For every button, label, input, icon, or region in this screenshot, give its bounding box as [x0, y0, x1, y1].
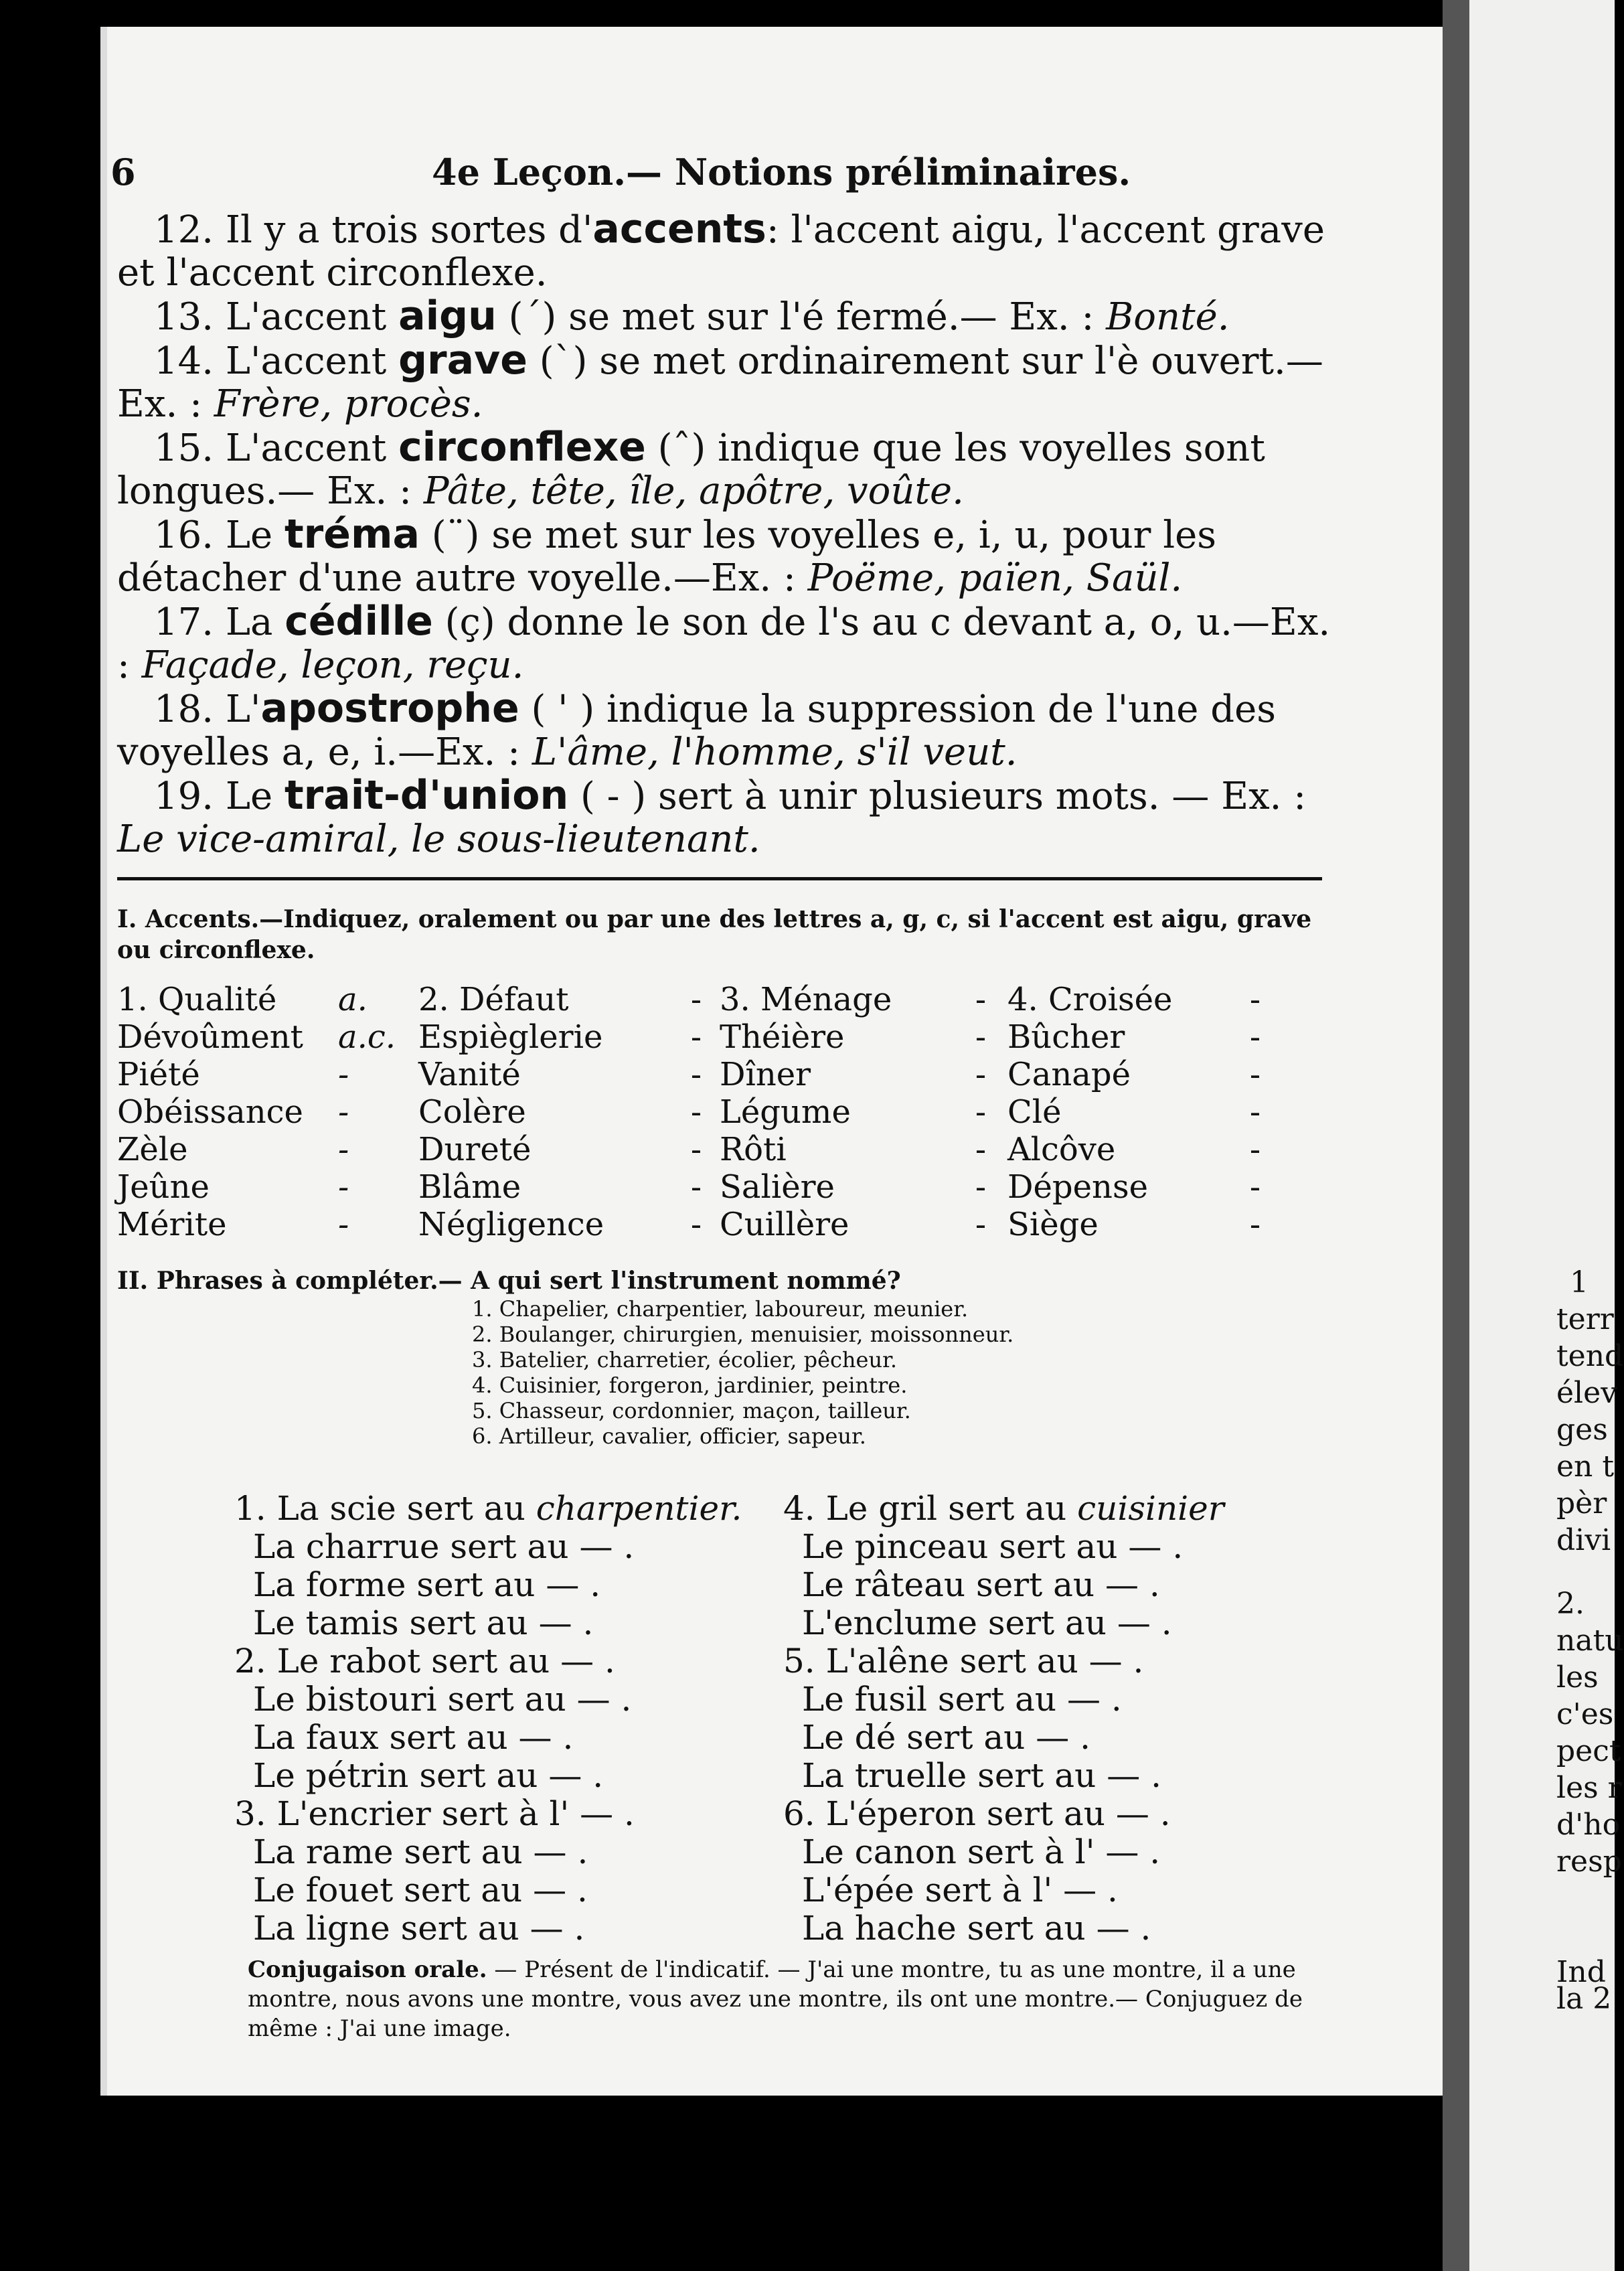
answer-cell: - — [1249, 1056, 1261, 1093]
answer-cell: - — [1249, 1131, 1261, 1168]
rule-text: L' — [214, 688, 261, 731]
sentence-text: L'épée sert à l' — . — [802, 1871, 1118, 1909]
sentence-line — [253, 1871, 742, 1909]
sentence-line — [802, 1566, 1224, 1604]
grid-row — [117, 1018, 1335, 1056]
sentence-text: Le dé sert au — . — [802, 1718, 1091, 1757]
grid-row — [117, 981, 1335, 1018]
answer-cell: - — [975, 981, 987, 1018]
conjugaison-text: — Présent de l'indicatif. — J'ai une montre, tu as une montre, il a une montre, nous avons une montre, vous avez une montre, ils ont une montre.— Conjuguez de même : J'ai une image. — [248, 1956, 1303, 2042]
rule-text: ( - ) sert à unir plusieurs mots. — Ex. : — [568, 775, 1307, 818]
word-cell: 1. Qualité — [117, 981, 277, 1018]
option-line: 2. Boulanger, chirurgien, menuisier, moissonneur. — [472, 1322, 1014, 1347]
rule-example: Le vice-amiral, le sous-lieutenant. — [117, 817, 760, 861]
scan-border — [100, 2096, 1443, 2271]
answer-cell: - — [690, 1056, 702, 1093]
conjugaison-note — [248, 1955, 1346, 2043]
answer-cell: - — [975, 1206, 987, 1243]
exercise-2 — [117, 1265, 1013, 1449]
next-page-fragment: en t — [1556, 1450, 1615, 1484]
sentence-line — [802, 1833, 1224, 1871]
rule-number: 12. — [154, 208, 214, 252]
exercise-2-heading: II. Phrases à compléter.— A qui sert l'instrument nommé? — [117, 1267, 901, 1295]
answer-cell: - — [975, 1131, 987, 1168]
rule-text: Le — [214, 775, 285, 818]
word-cell: Espièglerie — [418, 1018, 603, 1056]
sentence-line — [253, 1528, 742, 1566]
word-cell: Obéissance — [117, 1093, 303, 1131]
option-line: 4. Cuisinier, forgeron, jardinier, peintre. — [472, 1373, 908, 1398]
sentence-text: 1. La scie sert au — [234, 1489, 536, 1528]
rule-number: 17. — [154, 601, 214, 644]
page-number: 6 — [110, 151, 136, 193]
answer-cell: - — [690, 1093, 702, 1131]
word-cell: Légume — [720, 1093, 851, 1131]
sentence-line — [802, 1757, 1224, 1795]
next-page-fragment: ges — [1556, 1413, 1608, 1447]
option-line: 3. Batelier, charretier, écolier, pêcheur. — [472, 1347, 898, 1373]
word-cell: Clé — [1007, 1093, 1062, 1131]
rule-example: Bonté. — [1106, 295, 1230, 339]
next-page-fragment: c'es — [1556, 1697, 1614, 1731]
word-cell: Dîner — [720, 1056, 811, 1093]
word-cell: Vanité — [418, 1056, 521, 1093]
sentence-line — [802, 1604, 1224, 1642]
sentence-line — [234, 1642, 742, 1680]
sentence-line — [802, 1719, 1224, 1757]
answer-cell: - — [975, 1168, 987, 1206]
sentence-line — [253, 1719, 742, 1757]
answer-cell: - — [1249, 1093, 1261, 1131]
sentence-text: Le pétrin sert au — . — [253, 1756, 604, 1795]
next-page-fragment: terr — [1556, 1302, 1614, 1336]
rule-paragraph — [117, 208, 1342, 295]
next-page-fragment: pect — [1556, 1734, 1621, 1768]
next-page-fragment: les r — [1556, 1771, 1622, 1805]
rule-text: (¨) se met sur les voyelles e, i, u, pour les détacher d'une autre voyelle.—Ex. : — [117, 514, 1217, 600]
rule-paragraph — [117, 295, 1342, 339]
rule-number: 14. — [154, 339, 214, 383]
answer-cell: - — [338, 1131, 349, 1168]
sentence-line — [234, 1795, 742, 1833]
rule-paragraph — [117, 339, 1342, 426]
rule-text: ( ' ) indique la suppression de l'une des voyelles a, e, i.—Ex. : — [117, 688, 1276, 774]
next-page-fragment: natu — [1556, 1624, 1624, 1658]
word-cell: Rôti — [720, 1131, 787, 1168]
sentence-text: La faux sert au — . — [253, 1718, 574, 1757]
rule-text: (`) se met ordinairement sur l'è ouvert.—Ex. : — [117, 339, 1323, 426]
answer-cell: - — [1249, 1018, 1261, 1056]
conjugaison-label: Conjugaison orale. — [248, 1956, 487, 1983]
rule-text: La — [214, 601, 285, 644]
next-page-edge — [1469, 0, 1624, 2271]
answer-cell: a.c. — [338, 1018, 396, 1056]
sentence-line — [234, 1490, 742, 1528]
rule-number: 16. — [154, 514, 214, 557]
rule-example: L'âme, l'homme, s'il veut. — [532, 730, 1018, 774]
answer-cell: - — [1249, 1168, 1261, 1206]
rule-number: 13. — [154, 295, 214, 339]
rule-number: 18. — [154, 688, 214, 731]
rule-paragraph — [117, 774, 1342, 861]
word-cell: Piété — [117, 1056, 200, 1093]
answer-cell: - — [975, 1056, 987, 1093]
rule-paragraph — [117, 687, 1342, 774]
rule-keyword: aigu — [398, 293, 497, 339]
next-page-fragment: pèr — [1556, 1486, 1607, 1520]
answer-cell: - — [338, 1168, 349, 1206]
word-cell: Blâme — [418, 1168, 521, 1206]
rule-number: 19. — [154, 775, 214, 818]
word-cell: 3. Ménage — [720, 981, 892, 1018]
word-cell: Théière — [720, 1018, 845, 1056]
word-cell: Bûcher — [1007, 1018, 1125, 1056]
word-cell: Siège — [1007, 1206, 1099, 1243]
sentence-text: L'enclume sert au — . — [802, 1603, 1172, 1642]
page-title: 4e Leçon.— Notions préliminaires. — [432, 151, 1131, 193]
sentence-line — [253, 1566, 742, 1604]
answer-cell: - — [338, 1056, 349, 1093]
sentence-text: 3. L'encrier sert à l' — . — [234, 1794, 635, 1833]
next-page-fragment: la 2 — [1556, 1982, 1612, 2016]
option-line: 5. Chasseur, cordonnier, maçon, tailleur. — [472, 1398, 911, 1423]
rule-text: L'accent — [214, 339, 399, 383]
answer-cell: - — [690, 1131, 702, 1168]
next-page-fragment: 1 — [1570, 1265, 1589, 1300]
grid-row — [117, 1056, 1335, 1093]
sentence-text: Le fusil sert au — . — [802, 1680, 1122, 1719]
sentence-line — [783, 1795, 1224, 1833]
sentence-line — [802, 1528, 1224, 1566]
answer-cell: - — [690, 1018, 702, 1056]
rule-keyword: trait-d'union — [285, 772, 569, 819]
sentence-line — [802, 1909, 1224, 1948]
grid-row — [117, 1206, 1335, 1243]
answer-cell: - — [1249, 981, 1261, 1018]
grid-row — [117, 1168, 1335, 1206]
exercise-1-grid — [117, 981, 1335, 1243]
exercise-2-right-column — [783, 1490, 1224, 1948]
word-cell: Dépense — [1007, 1168, 1148, 1206]
word-cell: Canapé — [1007, 1056, 1131, 1093]
answer-cell: - — [975, 1018, 987, 1056]
rules-section — [117, 208, 1342, 861]
word-cell: Salière — [720, 1168, 835, 1206]
answer-cell: - — [690, 981, 702, 1018]
sentence-text: Le pinceau sert au — . — [802, 1527, 1184, 1566]
binding-gutter — [1443, 0, 1469, 2271]
rule-text: Le — [214, 514, 285, 557]
word-cell: Alcôve — [1007, 1131, 1116, 1168]
rule-example: Façade, leçon, reçu. — [141, 643, 524, 687]
sentence-text: Le bistouri sert au — . — [253, 1680, 632, 1719]
sentence-line — [802, 1680, 1224, 1719]
section-divider — [117, 877, 1322, 880]
word-cell: 2. Défaut — [418, 981, 569, 1018]
sentence-text: 5. L'alêne sert au — . — [783, 1642, 1144, 1680]
rule-paragraph — [117, 426, 1342, 513]
word-cell: Dureté — [418, 1131, 532, 1168]
sentence-text: La hache sert au — . — [802, 1909, 1151, 1948]
sentence-line — [253, 1909, 742, 1948]
sentence-text: Le canon sert à l' — . — [802, 1832, 1161, 1871]
word-cell: Zèle — [117, 1131, 188, 1168]
rule-paragraph — [117, 513, 1342, 600]
sentence-text: 6. L'éperon sert au — . — [783, 1794, 1171, 1833]
word-cell: Colère — [418, 1093, 526, 1131]
rule-number: 15. — [154, 426, 214, 470]
word-cell: 4. Croisée — [1007, 981, 1173, 1018]
rule-text: (ç) donne le son de l's au c devant a, o, u.—Ex. : — [117, 601, 1331, 687]
grid-row — [117, 1131, 1335, 1168]
sentence-text: Le râteau sert au — . — [802, 1565, 1160, 1604]
sentence-answer: cuisinier — [1077, 1489, 1224, 1528]
rule-keyword: grave — [398, 337, 527, 384]
grid-row — [117, 1093, 1335, 1131]
sentence-text: 4. Le gril sert au — [783, 1489, 1078, 1528]
rule-keyword: apostrophe — [260, 685, 519, 732]
answer-cell: - — [690, 1206, 702, 1243]
rule-keyword: tréma — [285, 511, 420, 558]
next-page-fragment: divi — [1556, 1523, 1611, 1557]
word-cell: Mérite — [117, 1206, 227, 1243]
answer-cell: a. — [338, 981, 368, 1018]
next-page-fragment: les — [1556, 1660, 1599, 1695]
sentence-answer: charpentier. — [536, 1489, 742, 1528]
answer-cell: - — [690, 1168, 702, 1206]
next-page-fragment: 2. — [1556, 1587, 1585, 1621]
sentence-text: La charrue sert au — . — [253, 1527, 635, 1566]
rule-text: L'accent — [214, 295, 399, 339]
answer-cell: - — [338, 1206, 349, 1243]
next-page-fragment: tend — [1556, 1339, 1624, 1373]
rule-example: Pâte, tête, île, apôtre, voûte. — [423, 469, 964, 513]
exercise-2-options — [472, 1296, 1013, 1449]
sentence-line — [783, 1642, 1224, 1680]
sentence-text: La truelle sert au — . — [802, 1756, 1161, 1795]
option-line: 1. Chapelier, charpentier, laboureur, meunier. — [472, 1296, 969, 1322]
next-page-fragment: élev — [1556, 1376, 1618, 1410]
word-cell: Négligence — [418, 1206, 604, 1243]
answer-cell: - — [975, 1093, 987, 1131]
word-cell: Dévoûment — [117, 1018, 303, 1056]
rule-text: (ˆ) indique que les voyelles sont longues.— Ex. : — [117, 426, 1265, 513]
rule-keyword: circonflexe — [398, 424, 646, 471]
rule-text: L'accent — [214, 426, 399, 470]
answer-cell: - — [1249, 1206, 1261, 1243]
rule-keyword: cédille — [285, 598, 433, 645]
sentence-line — [783, 1490, 1224, 1528]
sentence-line — [253, 1833, 742, 1871]
sentence-text: 2. Le rabot sert au — . — [234, 1642, 615, 1680]
sentence-text: La forme sert au — . — [253, 1565, 601, 1604]
word-cell: Cuillère — [720, 1206, 849, 1243]
next-page-fragment: d'ho — [1556, 1808, 1621, 1842]
next-page-fragment: Ind — [1556, 1955, 1606, 1989]
sentence-text: Le tamis sert au — . — [253, 1603, 594, 1642]
answer-cell: - — [338, 1093, 349, 1131]
rule-text: : l'accent aigu, l'accent grave et l'accent circonflexe. — [117, 208, 1325, 295]
sentence-text: Le fouet sert au — . — [253, 1871, 588, 1909]
rule-example: Poëme, païen, Saül. — [807, 556, 1183, 600]
rule-text: Il y a trois sortes d' — [214, 208, 593, 252]
sentence-text: La ligne sert au — . — [253, 1909, 585, 1948]
rule-example: Frère, procès. — [214, 382, 483, 426]
word-cell: Jeûne — [117, 1168, 210, 1206]
rule-paragraph — [117, 600, 1342, 687]
option-line: 6. Artilleur, cavalier, officier, sapeur. — [472, 1423, 866, 1449]
sentence-line — [253, 1757, 742, 1795]
exercise-1-heading: I. Accents.—Indiquez, oralement ou par une des lettres a, g, c, si l'accent est aigu, grave ou circonflexe. — [117, 905, 1312, 964]
next-page-fragment: resp — [1556, 1845, 1622, 1879]
rule-keyword: accents — [592, 206, 766, 252]
exercise-2-left-column — [234, 1490, 742, 1948]
sentence-text: La rame sert au — . — [253, 1832, 588, 1871]
rule-text: (´) se met sur l'é fermé.— Ex. : — [496, 295, 1107, 339]
sentence-line — [253, 1604, 742, 1642]
sentence-line — [802, 1871, 1224, 1909]
sentence-line — [253, 1680, 742, 1719]
